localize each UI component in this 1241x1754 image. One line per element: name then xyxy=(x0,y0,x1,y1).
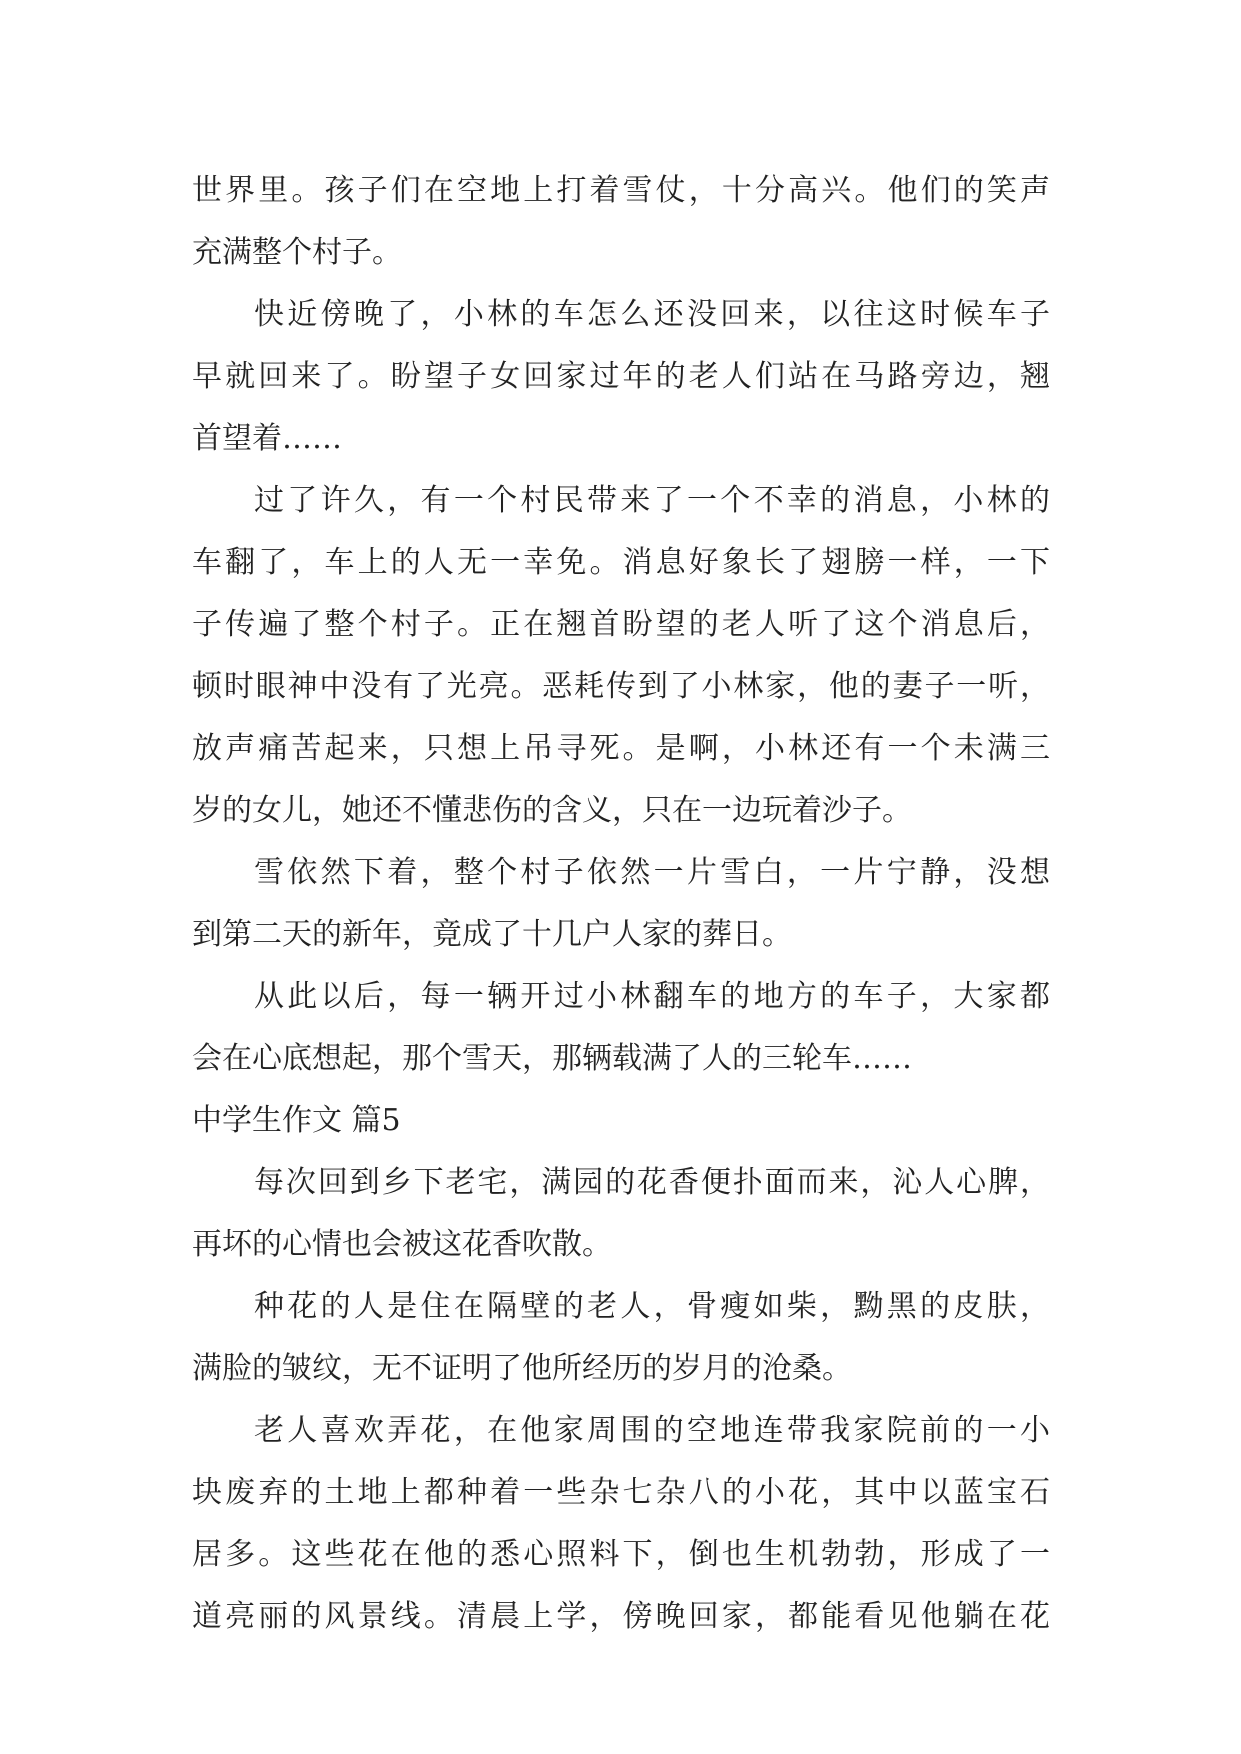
text-line: 车翻了，车上的人无一幸免。消息好象长了翅膀一样，一下 xyxy=(192,545,1050,580)
paragraph-start-line: 过了许久，有一个村民带来了一个不幸的消息，小林的 xyxy=(254,483,1050,518)
paragraph-start-line: 老人喜欢弄花，在他家周围的空地连带我家院前的一小 xyxy=(254,1413,1050,1448)
text-line: 岁的女儿，她还不懂悲伤的含义，只在一边玩着沙子。 xyxy=(192,793,912,828)
text-line: 顿时眼神中没有了光亮。恶耗传到了小林家，他的妻子一听， xyxy=(192,669,1050,704)
text-line: 居多。这些花在他的悉心照料下，倒也生机勃勃，形成了一 xyxy=(192,1537,1050,1572)
text-line: 到第二天的新年，竟成了十几户人家的葬日。 xyxy=(192,917,792,952)
text-line: 首望着…… xyxy=(192,421,342,456)
text-line: 世界里。孩子们在空地上打着雪仗，十分高兴。他们的笑声 xyxy=(192,173,1050,208)
text-line: 块废弃的土地上都种着一些杂七杂八的小花，其中以蓝宝石 xyxy=(192,1475,1050,1510)
text-line: 子传遍了整个村子。正在翘首盼望的老人听了这个消息后， xyxy=(192,607,1050,642)
text-line: 再坏的心情也会被这花香吹散。 xyxy=(192,1227,612,1262)
paragraph-start-line: 种花的人是住在隔壁的老人，骨瘦如柴，黝黑的皮肤， xyxy=(254,1289,1050,1324)
text-line: 放声痛苦起来，只想上吊寻死。是啊，小林还有一个未满三 xyxy=(192,731,1050,766)
text-line: 早就回来了。盼望子女回家过年的老人们站在马路旁边，翘 xyxy=(192,359,1050,394)
text-line: 满脸的皱纹，无不证明了他所经历的岁月的沧桑。 xyxy=(192,1351,852,1386)
paragraph-start-line: 快近傍晚了，小林的车怎么还没回来，以往这时候车子 xyxy=(254,297,1050,332)
text-line: 会在心底想起，那个雪天，那辆载满了人的三轮车…… xyxy=(192,1041,912,1076)
text-line: 充满整个村子。 xyxy=(192,235,402,270)
section-heading: 中学生作文 篇5 xyxy=(192,1103,401,1138)
paragraph-start-line: 雪依然下着，整个村子依然一片雪白，一片宁静，没想 xyxy=(254,855,1050,890)
paragraph-start-line: 每次回到乡下老宅，满园的花香便扑面而来，沁人心脾， xyxy=(254,1165,1050,1200)
paragraph-start-line: 从此以后，每一辆开过小林翻车的地方的车子，大家都 xyxy=(254,979,1050,1014)
document-body xyxy=(192,160,1050,1648)
text-line: 道亮丽的风景线。清晨上学，傍晚回家，都能看见他躺在花 xyxy=(192,1599,1050,1634)
